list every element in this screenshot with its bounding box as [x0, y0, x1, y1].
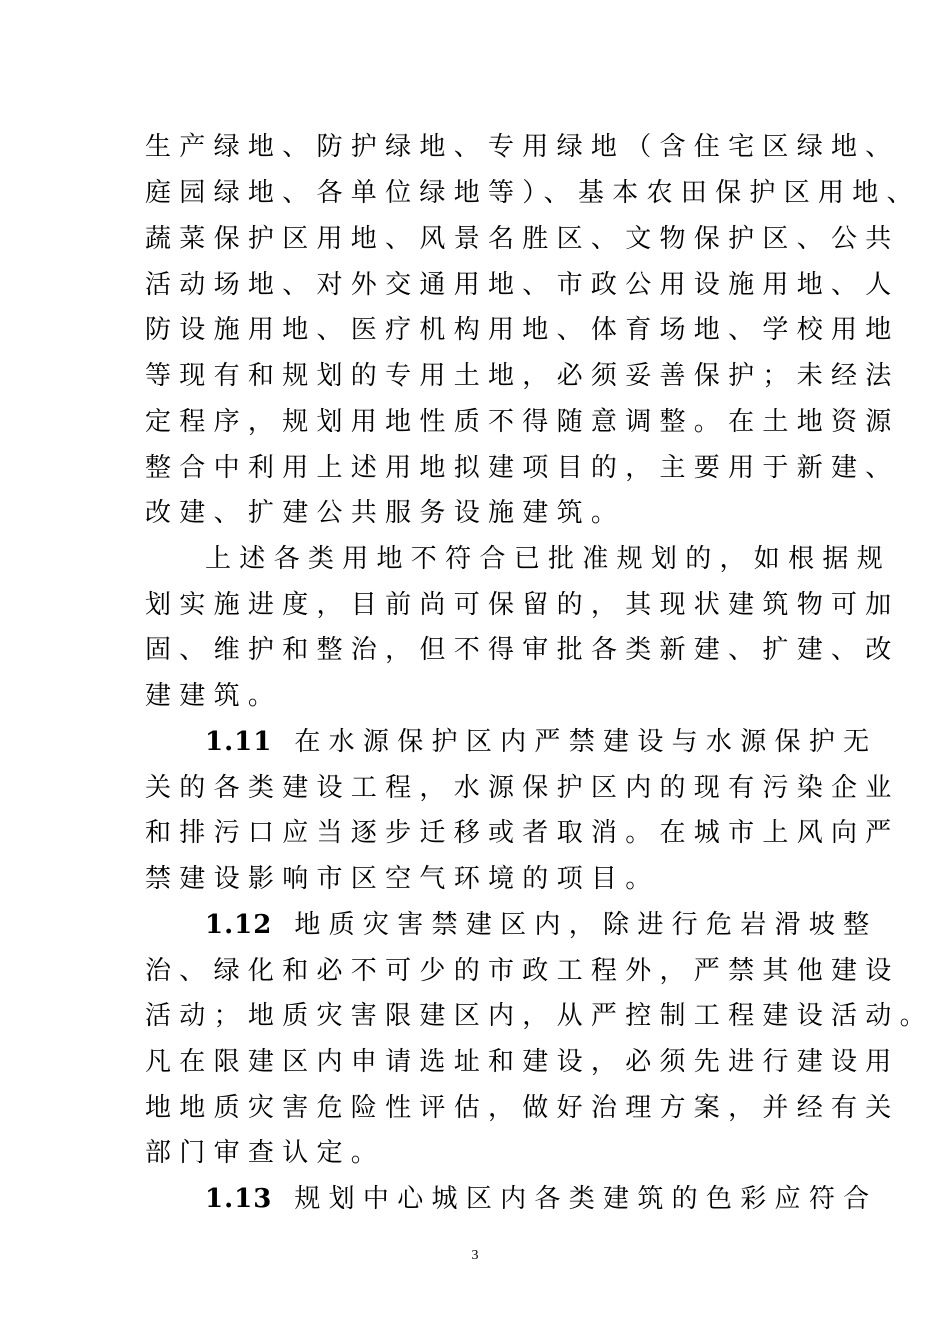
- text-line: 活动；地质灾害限建区内，从严控制工程建设活动。: [145, 1001, 934, 1031]
- text-line: 部门审查认定。: [145, 1138, 386, 1168]
- text-line: 关的各类建设工程，水源保护区内的现有污染企业: [145, 773, 900, 803]
- section-text: 地质灾害禁建区内，除进行危岩滑坡整: [294, 910, 878, 940]
- text-line: 庭园绿地、各单位绿地等）、基本农田保护区用地、: [145, 178, 921, 208]
- text-line: 建建筑。: [145, 681, 283, 711]
- text-line: 生产绿地、防护绿地、专用绿地（含住宅区绿地、: [145, 132, 900, 162]
- text-line: 活动场地、对外交通用地、市政公用设施用地、人: [145, 270, 900, 300]
- text-line: 凡在限建区内申请选址和建设，必须先进行建设用: [145, 1047, 900, 1077]
- section-text: 在水源保护区内严禁建设与水源保护无: [294, 727, 878, 757]
- text-line: 治、绿化和必不可少的市政工程外，严禁其他建设: [145, 956, 900, 986]
- text-line: 和排污口应当逐步迁移或者取消。在城市上风向严: [145, 818, 900, 848]
- text-line: 整合中利用上述用地拟建项目的，主要用于新建、: [145, 453, 900, 483]
- text-line: 防设施用地、医疗机构用地、体育场地、学校用地: [145, 315, 900, 345]
- text-line: 等现有和规划的专用土地，必须妥善保护；未经法: [145, 361, 900, 391]
- section-1-12-line: [205, 908, 877, 942]
- text-line: 划实施进度，目前尚可保留的，其现状建筑物可加: [145, 590, 900, 620]
- text-line: 禁建设影响市区空气环境的项目。: [145, 864, 660, 894]
- section-number: 1.12: [205, 910, 273, 940]
- section-number: 1.13: [205, 1184, 273, 1214]
- text-line: 固、维护和整治，但不得审批各类新建、扩建、改: [145, 635, 900, 665]
- page-number: 3: [471, 1248, 479, 1263]
- text-line: 地地质灾害危险性评估，做好治理方案，并经有关: [145, 1093, 900, 1123]
- text-line: 蔬菜保护区用地、风景名胜区、文物保护区、公共: [145, 224, 900, 254]
- section-text: 规划中心城区内各类建筑的色彩应符合: [294, 1184, 878, 1214]
- text-line: 定程序，规划用地性质不得随意调整。在土地资源: [145, 407, 900, 437]
- text-line: 改建、扩建公共服务设施建筑。: [145, 498, 626, 528]
- section-1-11-line: [205, 725, 877, 759]
- section-1-13-line: [205, 1182, 877, 1216]
- section-number: 1.11: [205, 727, 273, 757]
- paragraph-first-line: 上述各类用地不符合已批准规划的，如根据规: [205, 544, 892, 574]
